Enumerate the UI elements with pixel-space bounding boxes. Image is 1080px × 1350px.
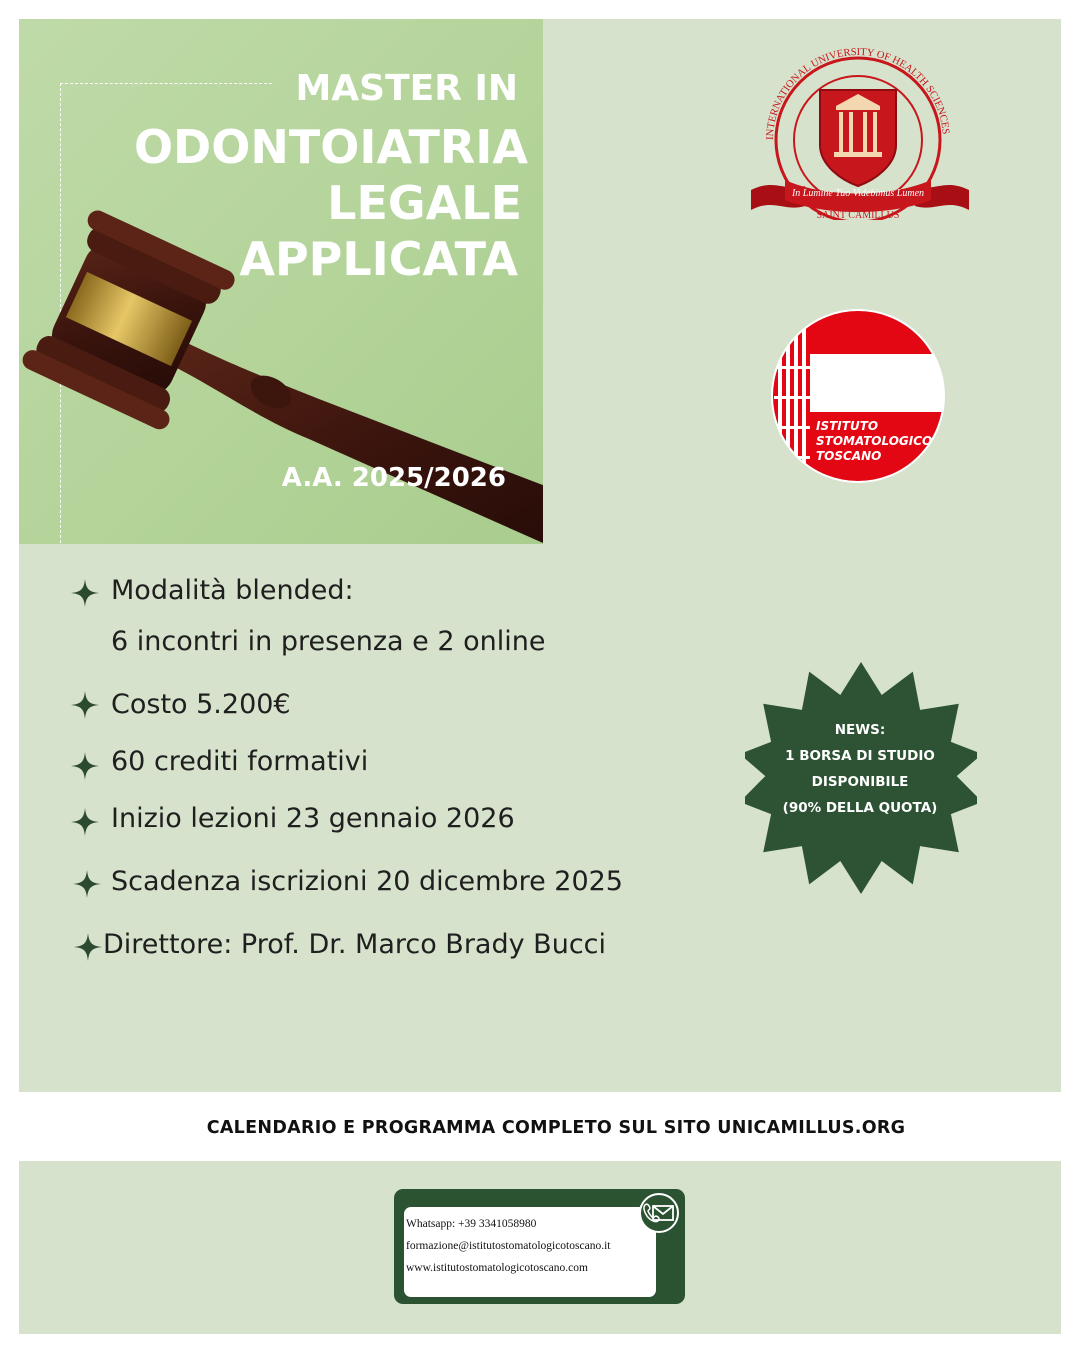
detail-crediti: 60 crediti formativi — [111, 746, 369, 777]
seal-name: SAINT CAMILLUS — [816, 210, 900, 220]
sparkle-icon — [70, 807, 100, 837]
detail-costo: Costo 5.200€ — [111, 689, 291, 720]
detail-incontri: 6 incontri in presenza e 2 online — [111, 626, 546, 657]
contact-whatsapp[interactable]: Whatsapp: +39 3341058980 — [406, 1218, 537, 1230]
seal-ring-text: INTERNATIONAL UNIVERSITY OF HEALTH SCIENCES — [764, 46, 951, 141]
unicamillus-seal-logo — [745, 40, 975, 220]
contact-website[interactable]: www.istitutostomatologicotoscano.com — [406, 1262, 588, 1274]
sparkle-icon — [70, 751, 100, 781]
istituto-stomatologico-logo — [770, 306, 950, 486]
istituto-line-3: TOSCANO — [816, 449, 882, 463]
detail-direttore: Direttore: Prof. Dr. Marco Brady Bucci — [103, 929, 607, 960]
news-line-2: 1 BORSA DI STUDIO — [785, 748, 935, 764]
istituto-line-1: ISTITUTO — [816, 419, 879, 433]
sparkle-icon — [73, 932, 103, 962]
news-line-3: DISPONIBILE — [811, 774, 909, 790]
phone-mail-icon — [637, 1193, 681, 1233]
sparkle-icon — [70, 578, 100, 608]
detail-inizio: Inizio lezioni 23 gennaio 2026 — [111, 803, 515, 834]
news-line-4: (90% DELLA QUOTA) — [782, 800, 938, 816]
istituto-line-2: STOMATOLOGICO — [816, 434, 933, 448]
title-odontoiatria: ODONTOIATRIA — [133, 120, 528, 174]
sparkle-icon — [70, 690, 100, 720]
news-title: NEWS: — [834, 722, 886, 738]
sparkle-icon — [72, 869, 102, 899]
detail-blended: Modalità blended: — [111, 575, 354, 606]
calendar-note: CALENDARIO E PROGRAMMA COMPLETO SUL SITO UNICAMILLUS.ORG — [206, 1118, 906, 1138]
title-applicata: APPLICATA — [239, 232, 518, 286]
contact-email[interactable]: formazione@istitutostomatologicotoscano.it — [406, 1240, 611, 1252]
detail-scadenza: Scadenza iscrizioni 20 dicembre 2025 — [111, 866, 623, 897]
academic-year: A.A. 2025/2026 — [281, 463, 506, 493]
title-master-in: MASTER IN — [295, 68, 518, 109]
title-legale: LEGALE — [327, 176, 522, 230]
news-text — [760, 717, 960, 821]
seal-motto: In Lumine Tuo Videbimus Lumen — [791, 188, 925, 199]
